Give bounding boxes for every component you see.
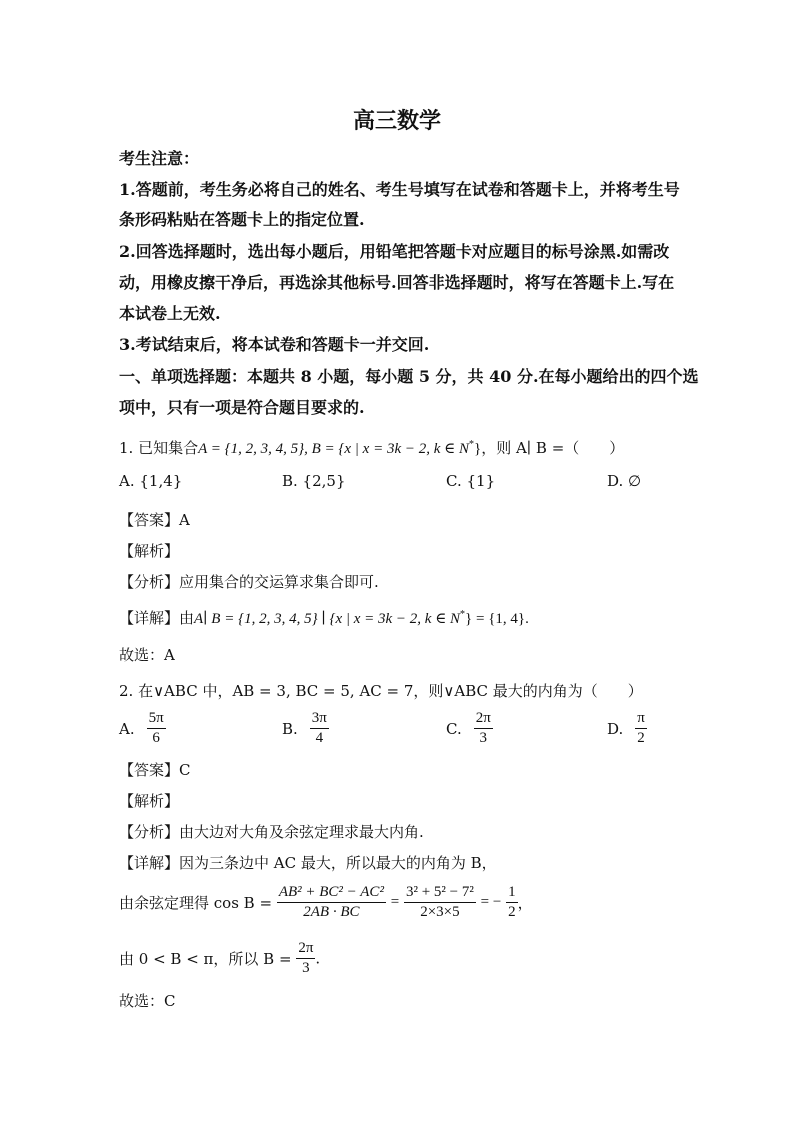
q2-option-d-num: π [635, 710, 647, 729]
q2-option-b-label: B. [282, 719, 298, 738]
q2-range-line [119, 940, 320, 977]
q1-detail-math: A∣ B = {1, 2, 3, 4, 5} ∣ {x | x = 3k − 2, k ∈ N [194, 611, 461, 627]
q2-stem: 2. 在∨ABC 中，AB = 3, BC = 5, AC = 7，则∨ABC 最大的内角为（ ） [119, 682, 643, 700]
q2-eq: = [390, 894, 400, 910]
q2-option-b-den: 4 [315, 730, 324, 746]
q2-analysis-heading: 【解析】 [119, 792, 180, 810]
q2-option-a [119, 710, 166, 747]
q2-option-c-num: 2π [474, 710, 493, 729]
q1-option-a: A. {1,4} [119, 472, 183, 490]
q2-option-c [446, 710, 493, 747]
q1-detail-end: } = {1, 4}. [465, 611, 529, 627]
q2-option-c-den: 3 [479, 730, 487, 746]
q1-option-b: B. {2,5} [282, 472, 346, 490]
q1-detail-prefix: 【详解】由 [119, 609, 195, 627]
q1-option-c: C. {1} [446, 472, 496, 490]
q2-option-c-label: C. [446, 719, 462, 738]
q2-range-den: 3 [302, 960, 310, 976]
q2-answer: 【答案】C [119, 761, 191, 779]
q2-option-b-num: 3π [310, 710, 329, 729]
q1-suffix: ，则 A∣ B =（ ） [481, 439, 625, 457]
q2-option-d [607, 710, 647, 747]
notice-item-2-cont2: 本试卷上无效. [119, 304, 221, 323]
q1-analysis-heading: 【解析】 [119, 542, 180, 560]
q2-frac1-num: AB² + BC² − AC² [277, 884, 386, 903]
q1-answer: 【答案】A [119, 511, 190, 529]
q2-frac2-den: 2×3×5 [420, 904, 460, 920]
q2-cos-prefix: 由余弦定理得 cos B = [119, 894, 273, 912]
q2-analysis: 【分析】由大边对大角及余弦定理求最大内角. [119, 823, 424, 841]
q2-frac2-num: 3² + 5² − 7² [404, 884, 476, 903]
notice-item-2-cont: 动，用橡皮擦干净后，再选涂其他标号.回答非选择题时，将写在答题卡上.写在 [119, 273, 675, 292]
q2-option-b [282, 710, 329, 747]
q2-option-a-label: A. [119, 719, 135, 738]
q1-choice: 故选：A [119, 646, 175, 664]
q2-eq2: = − [480, 894, 502, 910]
q1-sets-close: } [474, 441, 482, 457]
section-heading-cont: 项中，只有一项是符合题目要求的. [119, 398, 365, 417]
q2-cosine-line [119, 884, 533, 921]
notice-heading: 考生注意： [119, 149, 200, 168]
q2-frac3-num: 1 [506, 884, 518, 903]
q1-analysis: 【分析】应用集合的交运算求集合即可. [119, 573, 379, 591]
q1-sets: A = {1, 2, 3, 4, 5}, B = {x | x = 3k − 2, k ∈ N [198, 441, 469, 457]
q1-prefix: 1. 已知集合 [119, 439, 199, 457]
q2-frac3-den: 2 [508, 904, 516, 920]
q2-option-d-label: D. [607, 719, 624, 738]
notice-item-2: 2.回答选择题时，选出每小题后，用铅笔把答题卡对应题目的标号涂黑.如需改 [119, 242, 670, 261]
q2-option-a-den: 6 [152, 730, 160, 746]
q2-frac1-den: 2AB · BC [303, 904, 360, 920]
notice-item-1-cont: 条形码粘贴在答题卡上的指定位置. [119, 210, 365, 229]
q2-choice: 故选：C [119, 992, 176, 1010]
q2-range-suffix: . [315, 949, 321, 968]
q2-detail: 【详解】因为三条边中 AC 最大，所以最大的内角为 B， [119, 854, 497, 872]
q1-stem [119, 437, 624, 458]
q2-range-prefix: 由 0 < B < π，所以 B = [119, 950, 292, 968]
q1-detail [119, 607, 529, 628]
notice-item-3: 3.考试结束后，将本试卷和答题卡一并交回. [119, 335, 430, 354]
section-heading: 一、单项选择题：本题共 8 小题，每小题 5 分，共 40 分.在每小题给出的四个选 [119, 367, 699, 386]
q2-option-a-num: 5π [147, 710, 166, 729]
q2-cos-suffix: ， [517, 894, 533, 912]
q2-option-d-den: 2 [637, 730, 645, 746]
q2-range-num: 2π [296, 940, 315, 959]
notice-item-1: 1.答题前，考生务必将自己的姓名、考生号填写在试卷和答题卡上，并将考生号 [119, 180, 680, 199]
q1-option-d: D. ∅ [607, 472, 642, 490]
q1-detail-star: * [460, 609, 466, 620]
page-title: 高三数学 [352, 108, 441, 134]
q1-star: * [469, 439, 474, 450]
